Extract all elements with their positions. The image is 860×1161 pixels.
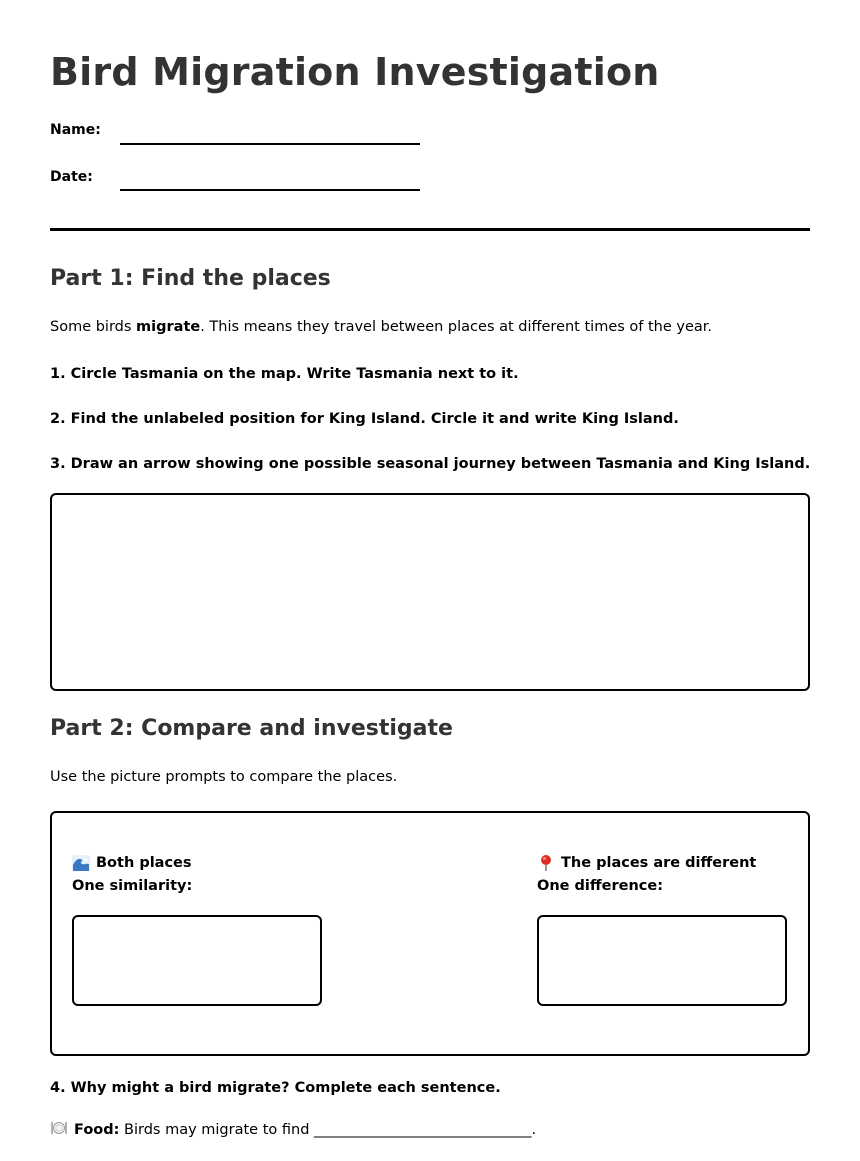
date-label: Date: [50,169,93,185]
part1-heading: Part 1: Find the places [50,266,331,291]
question-1: 1. Circle Tasmania on the map. Write Tasmania next to it. [50,366,519,382]
part1-intro-start: Some birds [50,319,137,335]
difference-heading [537,853,787,873]
difference-heading-text: The places are different [561,855,757,871]
name-label: Name: [50,122,101,138]
similarity-answer-box[interactable] [72,915,322,1006]
page-title: Bird Migration Investigation [50,50,660,94]
part2-intro: Use the picture prompts to compare the places. [50,769,398,785]
plate-icon [50,1120,68,1136]
part1-intro-end: . This means they travel between places at different times of the year. [200,319,713,335]
difference-column [537,853,787,894]
compare-panel [50,811,810,1056]
similarity-prompt: One similarity: [72,878,193,894]
difference-prompt: One difference: [537,878,663,894]
name-field[interactable] [120,143,420,145]
part1-intro [50,319,712,335]
difference-answer-box[interactable] [537,915,787,1006]
part1-intro-keyword: migrate [136,319,201,335]
section-divider [50,228,810,231]
food-sentence [50,1120,536,1138]
date-field[interactable] [120,189,420,191]
pin-icon [537,854,555,872]
similarity-heading-text: Both places [96,855,192,871]
question-4: 4. Why might a bird migrate? Complete each sentence. [50,1080,501,1096]
drawing-area[interactable] [50,493,810,691]
part2-heading: Part 2: Compare and investigate [50,716,453,741]
wave-icon [72,855,90,871]
food-label: Food: [74,1122,120,1138]
similarity-column [72,853,322,894]
similarity-heading [72,853,322,873]
question-3: 3. Draw an arrow showing one possible seasonal journey between Tasmania and King Island. [50,456,811,472]
food-sentence-text[interactable]: Birds may migrate to find ______________________________. [119,1122,537,1138]
question-2: 2. Find the unlabeled position for King Island. Circle it and write King Island. [50,411,679,427]
